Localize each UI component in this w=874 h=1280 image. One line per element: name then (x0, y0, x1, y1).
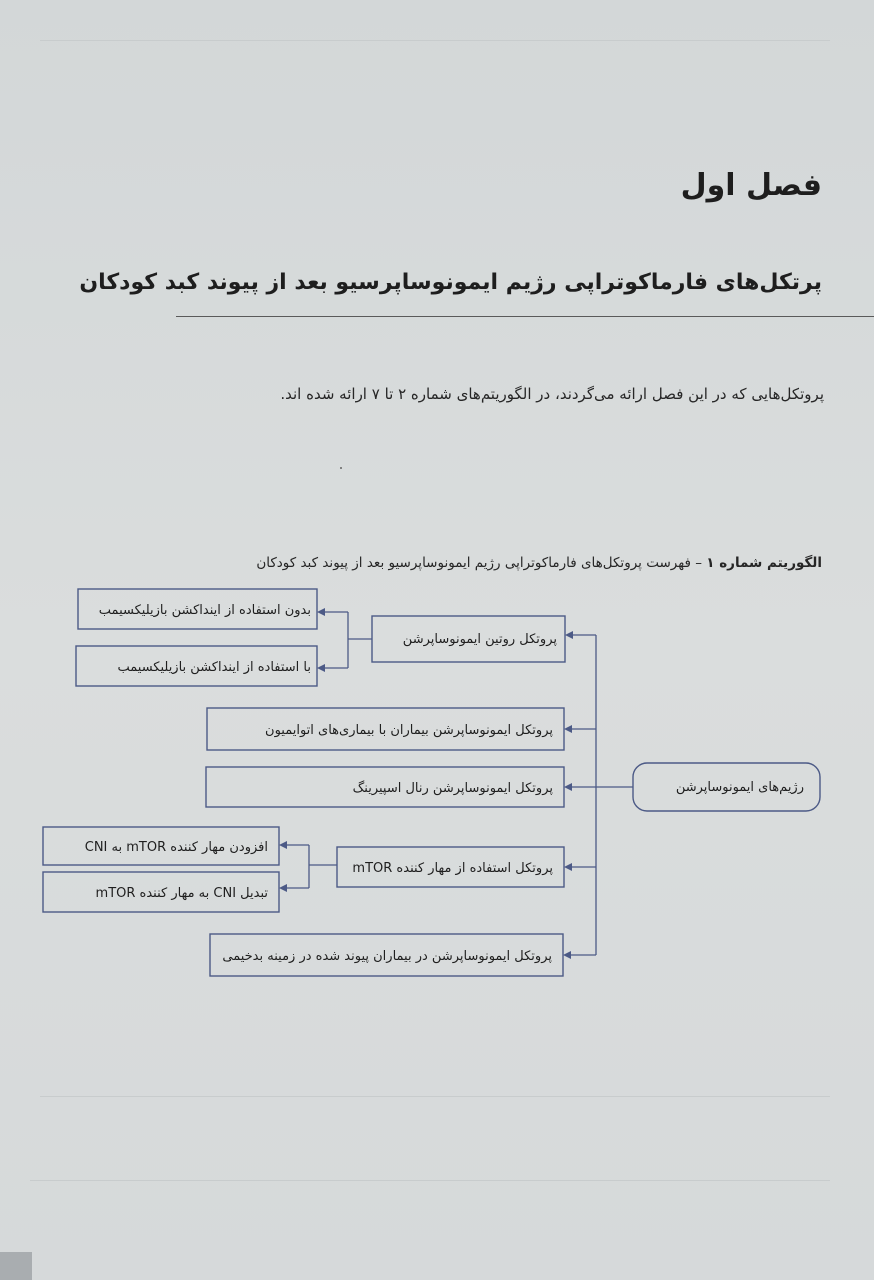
flow-root-label: رژیم‌های ایمونوساپرشن (675, 780, 804, 795)
arrow-to-renal-sparing (564, 783, 572, 791)
arrow-to-no-induction (317, 608, 325, 616)
routine-option-no-induction-label: بدون استفاده از اینداکشن بازیلیکسیمب (98, 603, 311, 618)
mtor-option-switch-label: تبدیل CNI به مهار کننده mTOR (95, 886, 268, 901)
arrow-to-malignancy (563, 951, 571, 959)
arrow-to-mtor (564, 863, 572, 871)
routine-option-induction-label: با استفاده از اینداکشن بازیلیکسیمب (117, 660, 311, 675)
section-title: پرتکل‌های فارماکوتراپی رژیم ایمونوساپرسیو بعد از پیوند کبد کودکان (79, 270, 822, 295)
arrow-to-mtor-add (279, 841, 287, 849)
root-connector (596, 635, 633, 787)
arrow-to-autoimmune (564, 725, 572, 733)
caption-label: الگوریتم شماره ۱ (706, 555, 822, 571)
chapter-title: فصل اول (680, 168, 822, 203)
protocol-mtor-label: پروتکل استفاده از مهار کننده mTOR (352, 861, 553, 876)
protocol-routine-label: پروتکل روتین ایمونوساپرشن (402, 632, 557, 647)
caption-text: – فهرست پروتکل‌های فارماکوتراپی رژیم ایمونوساپرسیو بعد از پیوند کبد کودکان (256, 555, 707, 571)
arrow-to-induction (317, 664, 325, 672)
protocol-autoimmune-label: پروتکل ایمونوساپرشن بیماران با بیماری‌های اتوایمیون (265, 723, 553, 738)
intro-paragraph: پروتکل‌هایی که در این فصل ارائه می‌گردند، در الگوریتم‌های شماره ۲ تا ۷ ارائه شده اند. (280, 385, 824, 403)
protocol-malignancy-label: پروتکل ایمونوساپرشن در بیماران پیوند شده در زمینه بدخیمی (222, 949, 552, 964)
arrow-to-mtor-switch (279, 884, 287, 892)
arrow-to-routine (565, 631, 573, 639)
protocol-renal-sparing-label: پروتکل ایمونوساپرشن رنال اسپیرینگ (352, 781, 553, 796)
page-corner-mark (0, 1252, 32, 1280)
mtor-option-add-label: افزودن مهار کننده mTOR به CNI (84, 840, 268, 855)
